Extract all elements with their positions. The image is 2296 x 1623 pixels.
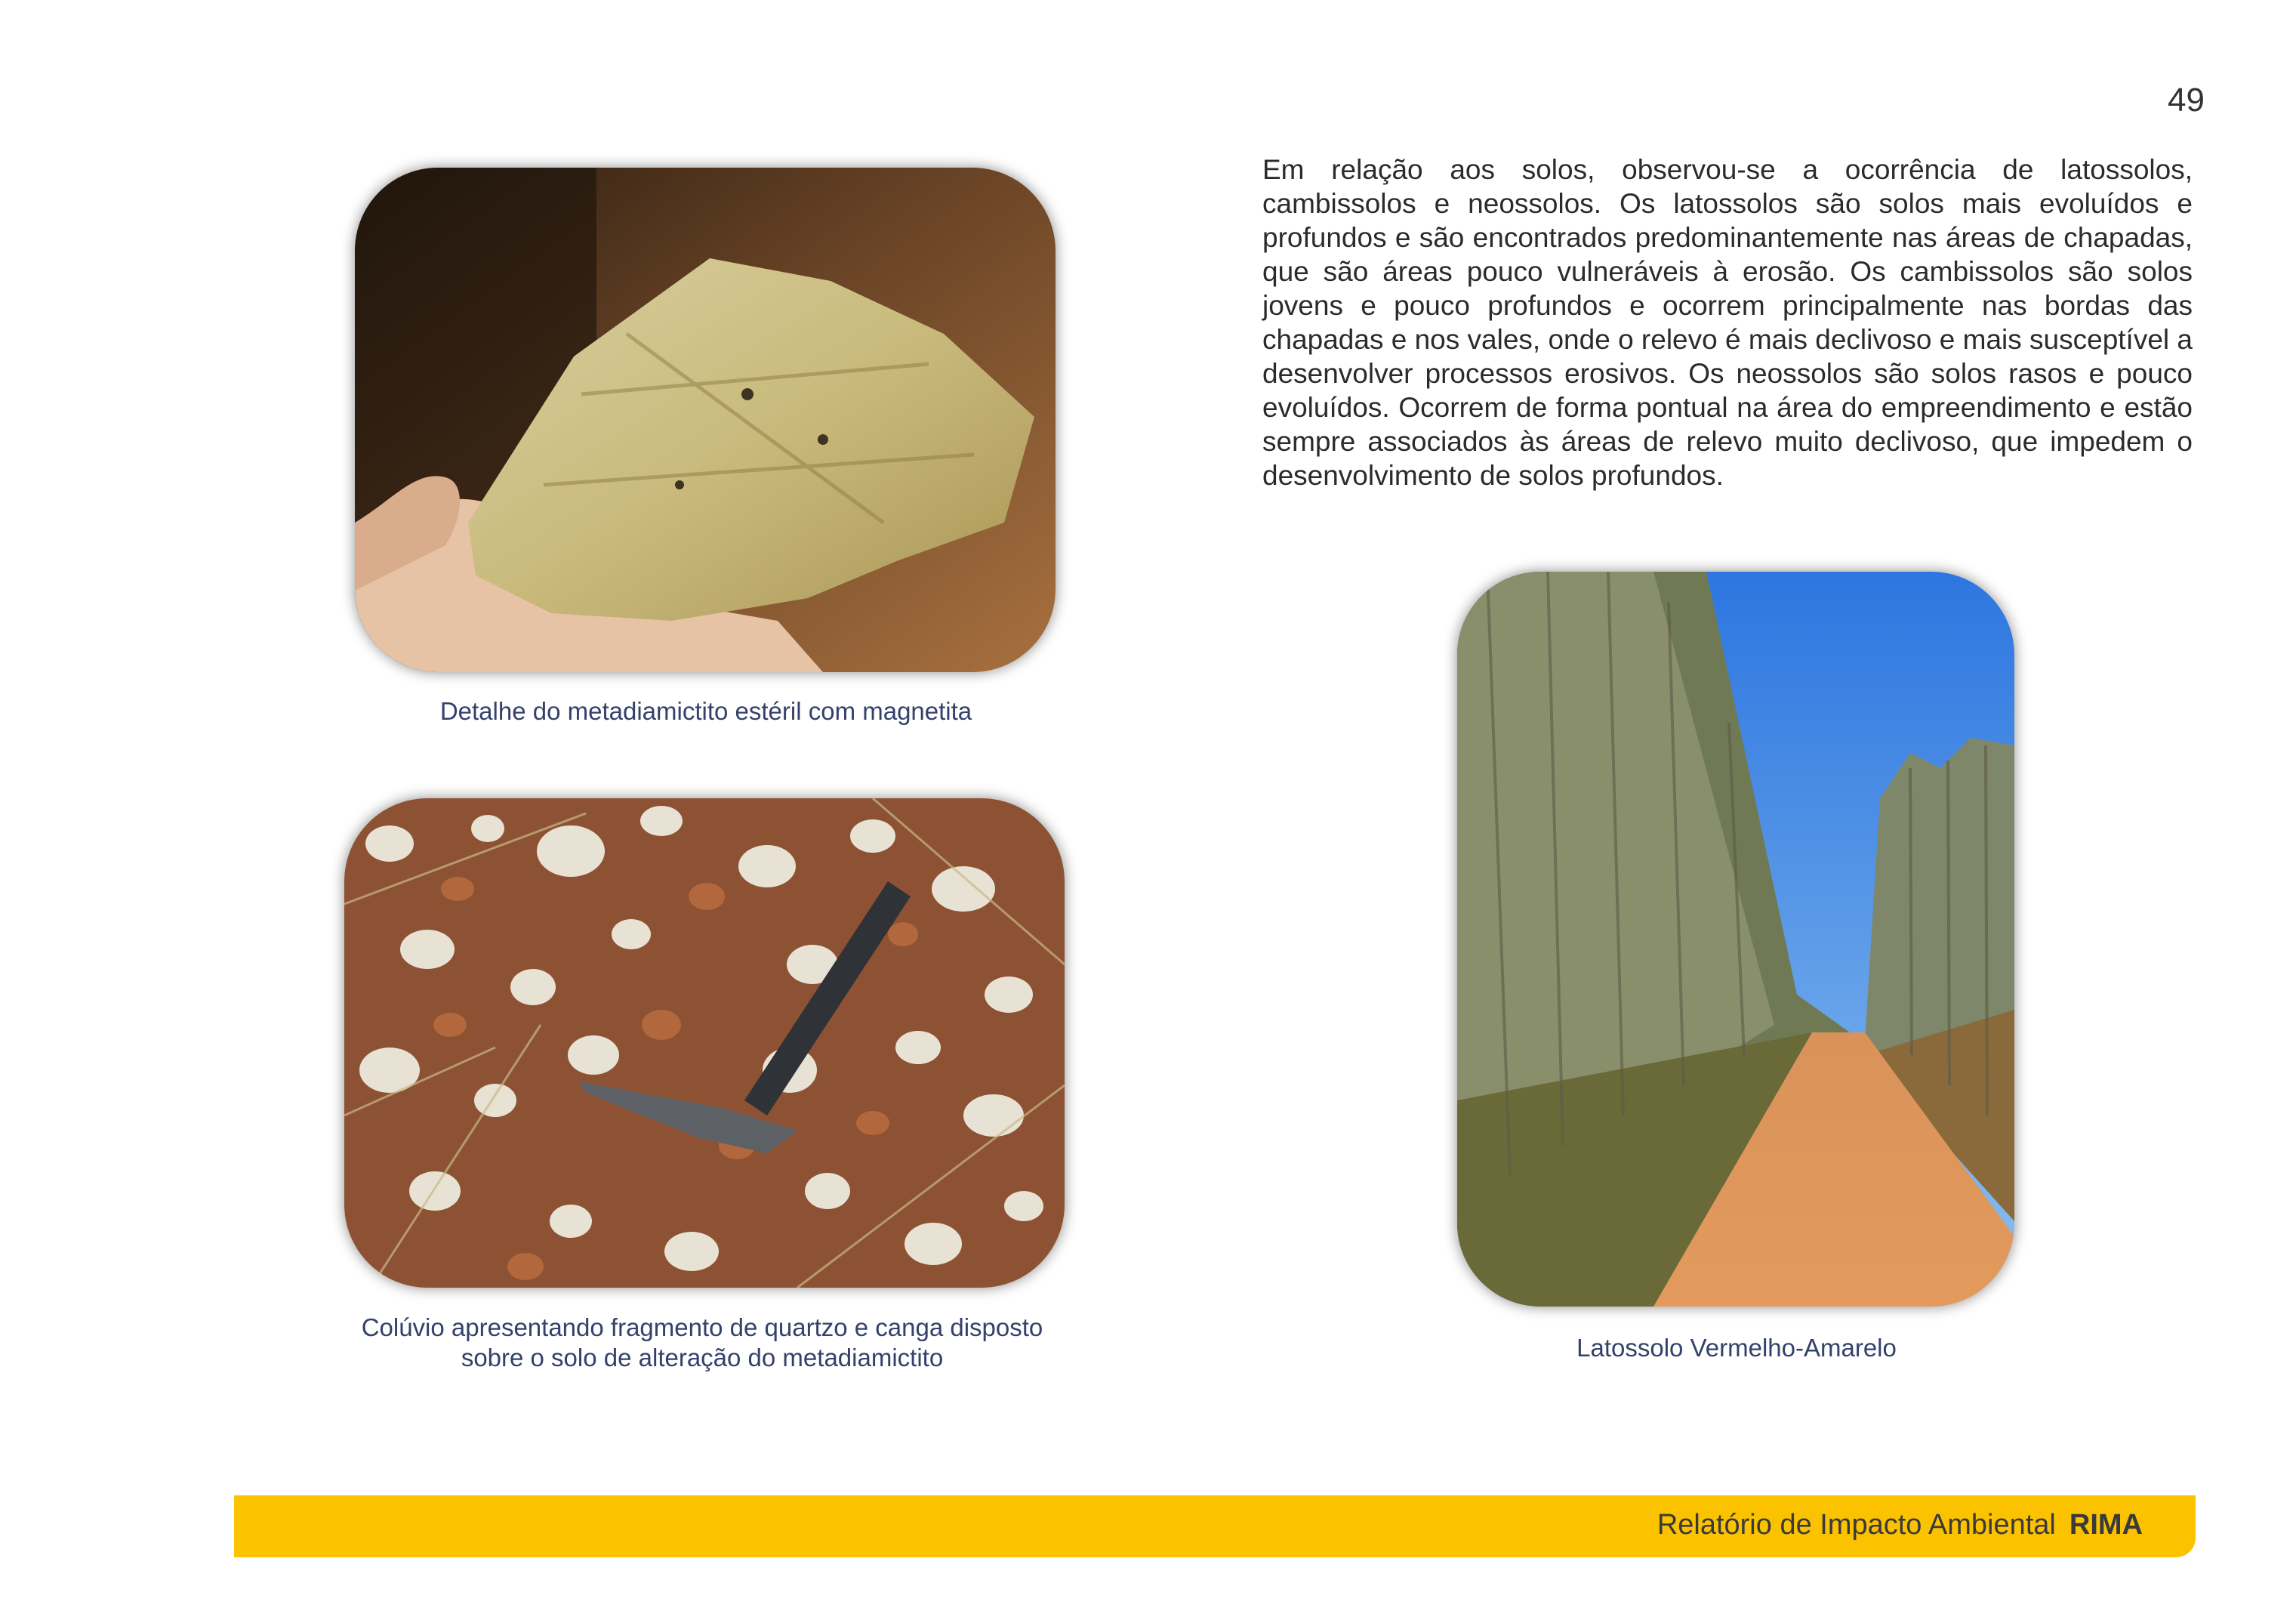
page-number: 49 — [2168, 82, 2205, 119]
colluvium-caption — [302, 1313, 1102, 1373]
footer-bar — [234, 1495, 2196, 1557]
footer-rima-acronym: RIMA — [2069, 1509, 2143, 1541]
rock-sample-caption: Detalhe do metadiamictito estéril com magnetita — [439, 697, 972, 725]
colluvium-hammer-photo — [344, 798, 1065, 1288]
soils-paragraph: Em relação aos solos, observou-se a ocorrência de latossolos, cambissolos e neossolos. Os latossolos são solos mais evoluídos e profundos e são encontrados predominantemente nas áreas de chapadas, que são áreas pouco vulneráveis à erosão. Os cambissolos são solos jovens e pouco profundos e ocorrem principalmente nas bordas das chapadas e nos vales, onde o relevo é mais declivoso e mais susceptível a desenvolver processos erosivos. Os neossolos são solos rasos e pouco evoluídos. Ocorrem de forma pontual na área do empreendimento e estão sempre associados às áreas de relevo muito declivoso, que impedem o desenvolvimento de solos profundos. — [1262, 154, 2193, 491]
footer-report-title: Relatório de Impacto Ambiental — [1657, 1509, 2056, 1541]
colluvium-caption-line-1: Colúvio apresentando fragmento de quartzo e canga disposto — [361, 1313, 1043, 1341]
eucalyptus-road-photo — [1457, 572, 2014, 1307]
footer-title — [1657, 1509, 2143, 1541]
latossolo-caption: Latossolo Vermelho-Amarelo — [1576, 1334, 1897, 1362]
rock-sample-photo — [355, 168, 1056, 672]
colluvium-caption-line-2: sobre o solo de alteração do metadiamictito — [461, 1344, 944, 1372]
